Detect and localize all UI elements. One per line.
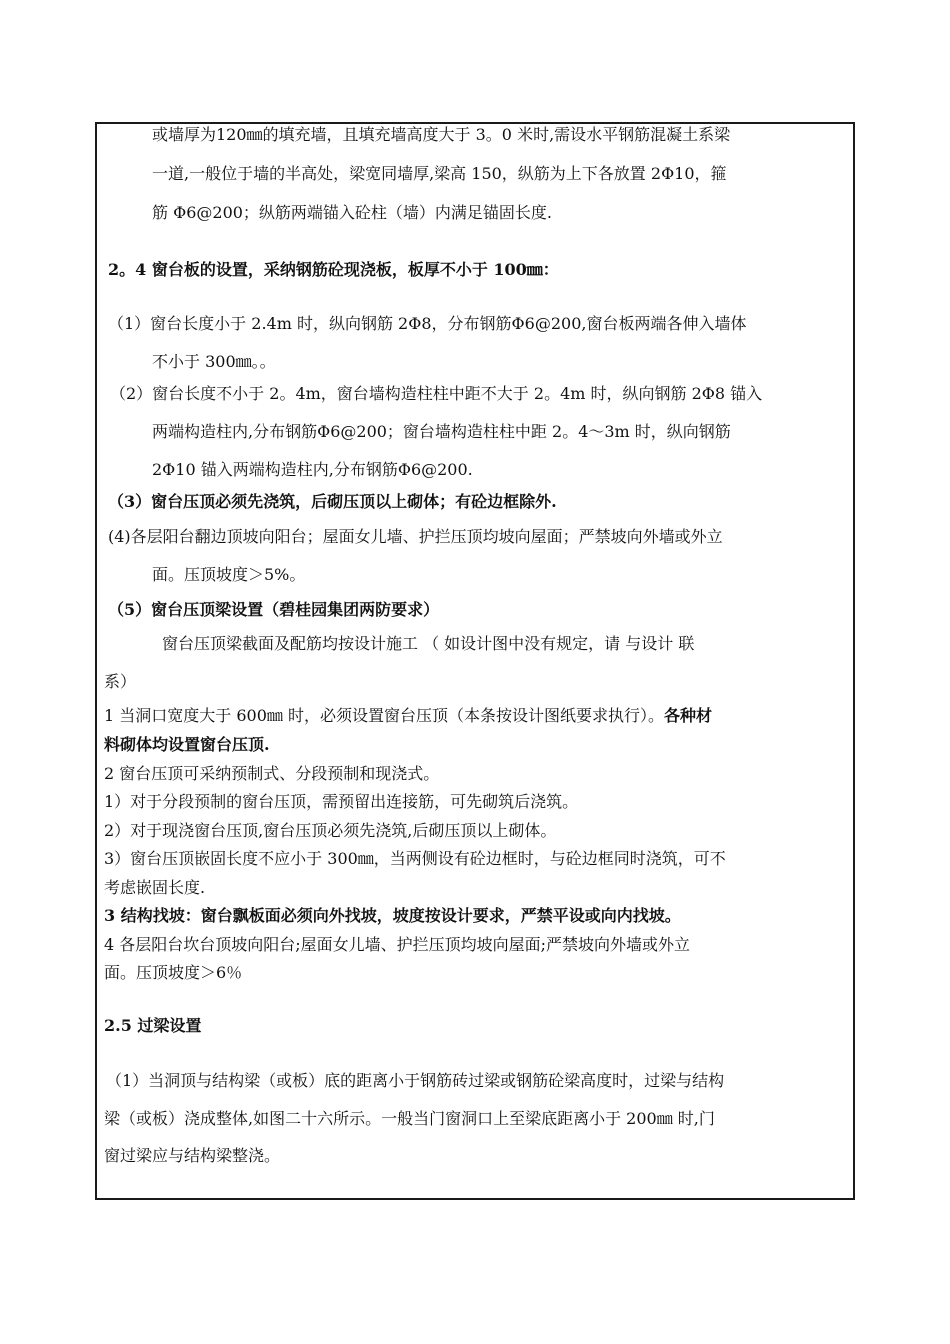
s24-item2-line2: 两端构造柱内,分布钢筋Φ6@200；窗台墙构造柱柱中距 2。4～3m 时，纵向钢筋 xyxy=(152,422,731,441)
s24-item2-line3: 2Φ10 锚入两端构造柱内,分布钢筋Φ6@200. xyxy=(152,460,473,479)
point2-sub2: 2）对于现浇窗台压顶,窗台压顶必须先浇筑,后砌压顶以上砌体。 xyxy=(104,821,557,840)
s25-item1-line3: 窗过梁应与结构梁整浇。 xyxy=(104,1146,281,1165)
point4-line2: 面。压顶坡度＞6％ xyxy=(104,963,243,982)
point2-sub3-line2: 考虑嵌固长度. xyxy=(104,878,206,897)
intro-line-2: 一道,一般位于墙的半高处，梁宽同墙厚,梁高 150，纵筋为上下各放置 2Φ10，箍 xyxy=(152,164,727,183)
intro-line-3: 筋 Φ6@200；纵筋两端锚入砼柱（墙）内满足锚固长度. xyxy=(152,203,553,222)
s24-item4-line2: 面。压顶坡度＞5%。 xyxy=(152,565,306,584)
point1-text: 1 当洞口宽度大于 600㎜ 时，必须设置窗台压顶（本条按设计图纸要求执行）。 xyxy=(104,706,664,725)
section-2-4-heading: 2。4 窗台板的设置，采纳钢筋砼现浇板，板厚不小于 100㎜： xyxy=(108,260,559,279)
point2-sub3-line1: 3）窗台压顶嵌固长度不应小于 300㎜，当两侧设有砼边框时，与砼边框同时浇筑，可不 xyxy=(104,849,726,868)
point1-line1 xyxy=(104,706,712,726)
point3: 3 结构找坡：窗台飘板面必须向外找坡，坡度按设计要求，严禁平设或向内找坡。 xyxy=(104,906,681,925)
point1-line2: 料砌体均设置窗台压顶. xyxy=(104,735,270,754)
document-frame xyxy=(95,122,855,1200)
s24-item5-intro-line1: 窗台压顶梁截面及配筋均按设计施工 （ 如设计图中没有规定，请 与设计 联 xyxy=(162,634,695,653)
s24-item4-line1: (4)各层阳台翻边顶坡向阳台；屋面女儿墙、护拦压顶均坡向屋面；严禁坡向外墙或外立 xyxy=(108,527,723,546)
s24-item3: （3）窗台压顶必须先浇筑，后砌压顶以上砌体；有砼边框除外. xyxy=(108,492,557,511)
s25-item1-line1: （1）当洞顶与结构梁（或板）底的距离小于钢筋砖过梁或钢筋砼梁高度时，过梁与结构 xyxy=(106,1071,725,1090)
s24-item2-line1: （2）窗台长度不小于 2。4m，窗台墙构造柱柱中距不大于 2。4m 时，纵向钢筋 2Φ8 锚入 xyxy=(110,384,763,403)
s24-item1-line1: （1）窗台长度小于 2.4m 时，纵向钢筋 2Φ8，分布钢筋Φ6@200,窗台板两端各伸入墙体 xyxy=(108,314,747,333)
s24-item5-intro-line2: 系） xyxy=(104,672,137,691)
point2-sub1: 1）对于分段预制的窗台压顶，需预留出连接筋，可先砌筑后浇筑。 xyxy=(104,792,579,811)
point1-bold-text: 各种材 xyxy=(663,706,712,725)
s24-item1-line2: 不小于 300㎜。。 xyxy=(152,352,276,371)
point4-line1: 4 各层阳台坎台顶坡向阳台;屋面女儿墙、护拦压顶均坡向屋面;严禁坡向外墙或外立 xyxy=(104,935,691,954)
s24-item5-heading: （5）窗台压顶梁设置（碧桂园集团两防要求） xyxy=(108,600,440,619)
section-2-5-heading: 2.5 过梁设置 xyxy=(104,1016,202,1035)
s25-item1-line2: 梁（或板）浇成整体,如图二十六所示。一般当门窗洞口上至梁底距离小于 200㎜ 时,门 xyxy=(104,1109,715,1128)
intro-line-1: 或墙厚为120㎜的填充墙，且填充墙高度大于 3。0 米时,需设水平钢筋混凝土系梁 xyxy=(152,125,731,144)
point2: 2 窗台压顶可采纳预制式、分段预制和现浇式。 xyxy=(104,764,440,783)
